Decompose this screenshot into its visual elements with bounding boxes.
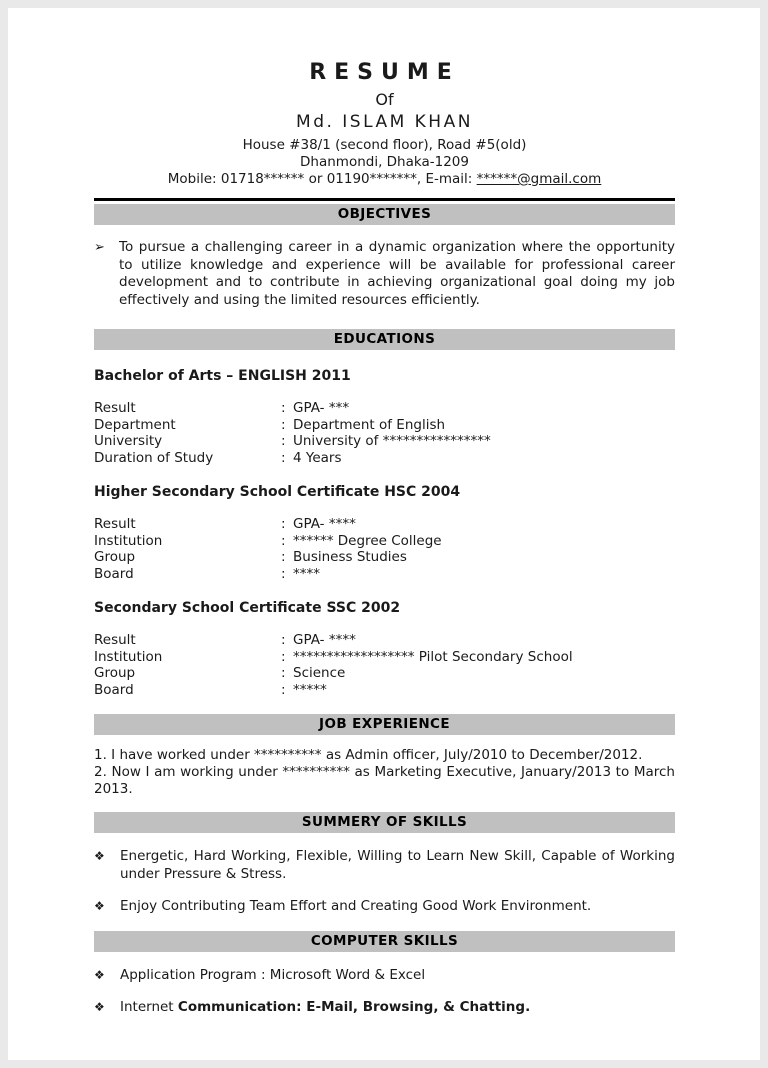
candidate-name: Md. ISLAM KHAN xyxy=(296,112,473,132)
section-heading-objectives: OBJECTIVES xyxy=(94,204,675,225)
education-row-label: University xyxy=(94,433,163,449)
list-item xyxy=(94,999,675,1017)
diamond-bullet-icon: ❖ xyxy=(94,967,105,982)
resume-page xyxy=(8,8,760,1060)
diamond-bullet-icon: ❖ xyxy=(94,899,105,913)
skill-text: Energetic, Hard Working, Flexible, Willing to Learn New Skill, Capable of Working under Pressure & Stress. xyxy=(120,848,675,882)
computer-skill-normal: Internet xyxy=(120,999,178,1015)
job-experience-list xyxy=(94,747,675,798)
education-row-label: Institution xyxy=(94,532,163,549)
table-row xyxy=(94,516,675,533)
education-row-colon: : xyxy=(281,400,286,416)
list-item xyxy=(94,898,675,916)
table-row xyxy=(94,533,675,550)
education-block-ssc xyxy=(94,600,675,698)
education-row-colon: : xyxy=(281,449,286,466)
degree-title: Bachelor of Arts – ENGLISH 2011 xyxy=(94,368,351,384)
education-rows xyxy=(94,632,675,698)
education-rows xyxy=(94,400,675,466)
section-heading-job-experience: JOB EXPERIENCE xyxy=(94,714,675,735)
job-experience-item: 1. I have worked under ********** as Admin officer, July/2010 to December/2012. xyxy=(94,747,643,763)
education-rows xyxy=(94,516,675,582)
contact-line xyxy=(94,171,675,188)
list-item xyxy=(94,848,675,883)
education-row-colon: : xyxy=(281,632,286,648)
education-row-label: Group xyxy=(94,665,136,681)
education-block-bachelor xyxy=(94,368,675,466)
skills-list xyxy=(94,848,675,916)
education-row-value: ****************** Pilot Secondary School xyxy=(293,648,573,665)
computer-skill-normal: Application Program : Microsoft Word & Excel xyxy=(120,966,426,983)
table-row xyxy=(94,433,675,450)
education-row-colon: : xyxy=(281,681,286,698)
skill-text: Enjoy Contributing Team Effort and Creating Good Work Environment. xyxy=(120,898,592,914)
section-heading-educations: EDUCATIONS xyxy=(94,329,675,350)
education-row-value: University of **************** xyxy=(293,433,491,449)
education-row-label: Result xyxy=(94,516,136,532)
education-row-label: Institution xyxy=(94,648,163,665)
list-item xyxy=(94,967,675,985)
diamond-bullet-icon: ❖ xyxy=(94,1000,105,1014)
computer-skill-bold: Communication: E-Mail, Browsing, & Chatting. xyxy=(177,999,531,1015)
education-row-value: 4 Years xyxy=(293,449,342,466)
education-row-label: Duration of Study xyxy=(94,449,214,466)
degree-title: Secondary School Certificate SSC 2002 xyxy=(94,600,401,616)
education-row-value: Science xyxy=(293,665,346,681)
section-heading-summery-of-skills: SUMMERY OF SKILLS xyxy=(94,812,675,833)
education-row-label: Group xyxy=(94,549,136,565)
education-row-value: ****** Degree College xyxy=(293,532,442,549)
education-row-colon: : xyxy=(281,549,286,565)
education-row-label: Board xyxy=(94,565,134,582)
address-line-1: House #38/1 (second floor), Road #5(old) xyxy=(242,137,527,153)
objective-item xyxy=(94,239,675,309)
resume-title: RESUME xyxy=(309,60,460,85)
education-row-value: GPA- **** xyxy=(293,632,356,648)
table-row xyxy=(94,649,675,666)
education-row-colon: : xyxy=(281,433,286,449)
table-row xyxy=(94,632,675,649)
address-line-2: Dhanmondi, Dhaka-1209 xyxy=(300,154,469,170)
education-row-colon: : xyxy=(281,565,286,582)
education-row-colon: : xyxy=(281,648,286,665)
education-row-label: Result xyxy=(94,400,136,416)
computer-skill-text xyxy=(120,967,675,985)
contact-prefix: Mobile: 01718****** or 01190*******, E-mail: xyxy=(167,171,477,187)
education-row-value: GPA- **** xyxy=(293,516,356,532)
section-heading-computer-skills: COMPUTER SKILLS xyxy=(94,931,675,952)
resume-header xyxy=(94,60,675,188)
education-row-colon: : xyxy=(281,665,286,681)
education-row-label: Board xyxy=(94,681,134,698)
degree-title: Higher Secondary School Certificate HSC 2004 xyxy=(94,484,461,500)
education-row-value: Business Studies xyxy=(293,549,407,565)
table-row xyxy=(94,400,675,417)
table-row xyxy=(94,450,675,467)
education-row-label: Result xyxy=(94,632,136,648)
job-experience-item: 2. Now I am working under ********** as Marketing Executive, January/2013 to March 2013. xyxy=(94,764,675,797)
header-divider xyxy=(94,198,675,201)
table-row xyxy=(94,549,675,566)
education-row-value: GPA- *** xyxy=(293,400,350,416)
table-row xyxy=(94,682,675,699)
education-row-value: Department of English xyxy=(293,416,446,433)
education-row-label: Department xyxy=(94,416,176,433)
table-row xyxy=(94,417,675,434)
education-row-colon: : xyxy=(281,532,286,549)
education-row-value: **** xyxy=(293,565,320,582)
email-link[interactable]: ******@gmail.com xyxy=(476,171,602,187)
objective-text: To pursue a challenging career in a dynamic organization where the opportunity to utilize knowledge and experience will be available for professional career development and to contribute in achieving organizational goal doing my job effectively and using the limited resources efficiently. xyxy=(119,239,675,308)
resume-of-label: Of xyxy=(375,90,394,109)
education-row-value: ***** xyxy=(293,681,327,698)
education-row-colon: : xyxy=(281,516,286,532)
table-row xyxy=(94,665,675,682)
table-row xyxy=(94,566,675,583)
education-block-hsc xyxy=(94,484,675,582)
arrow-bullet-icon: ➢ xyxy=(94,240,105,255)
education-row-colon: : xyxy=(281,416,286,433)
computer-skills-list xyxy=(94,967,675,1017)
computer-skill-text xyxy=(120,999,675,1017)
diamond-bullet-icon: ❖ xyxy=(94,849,105,863)
